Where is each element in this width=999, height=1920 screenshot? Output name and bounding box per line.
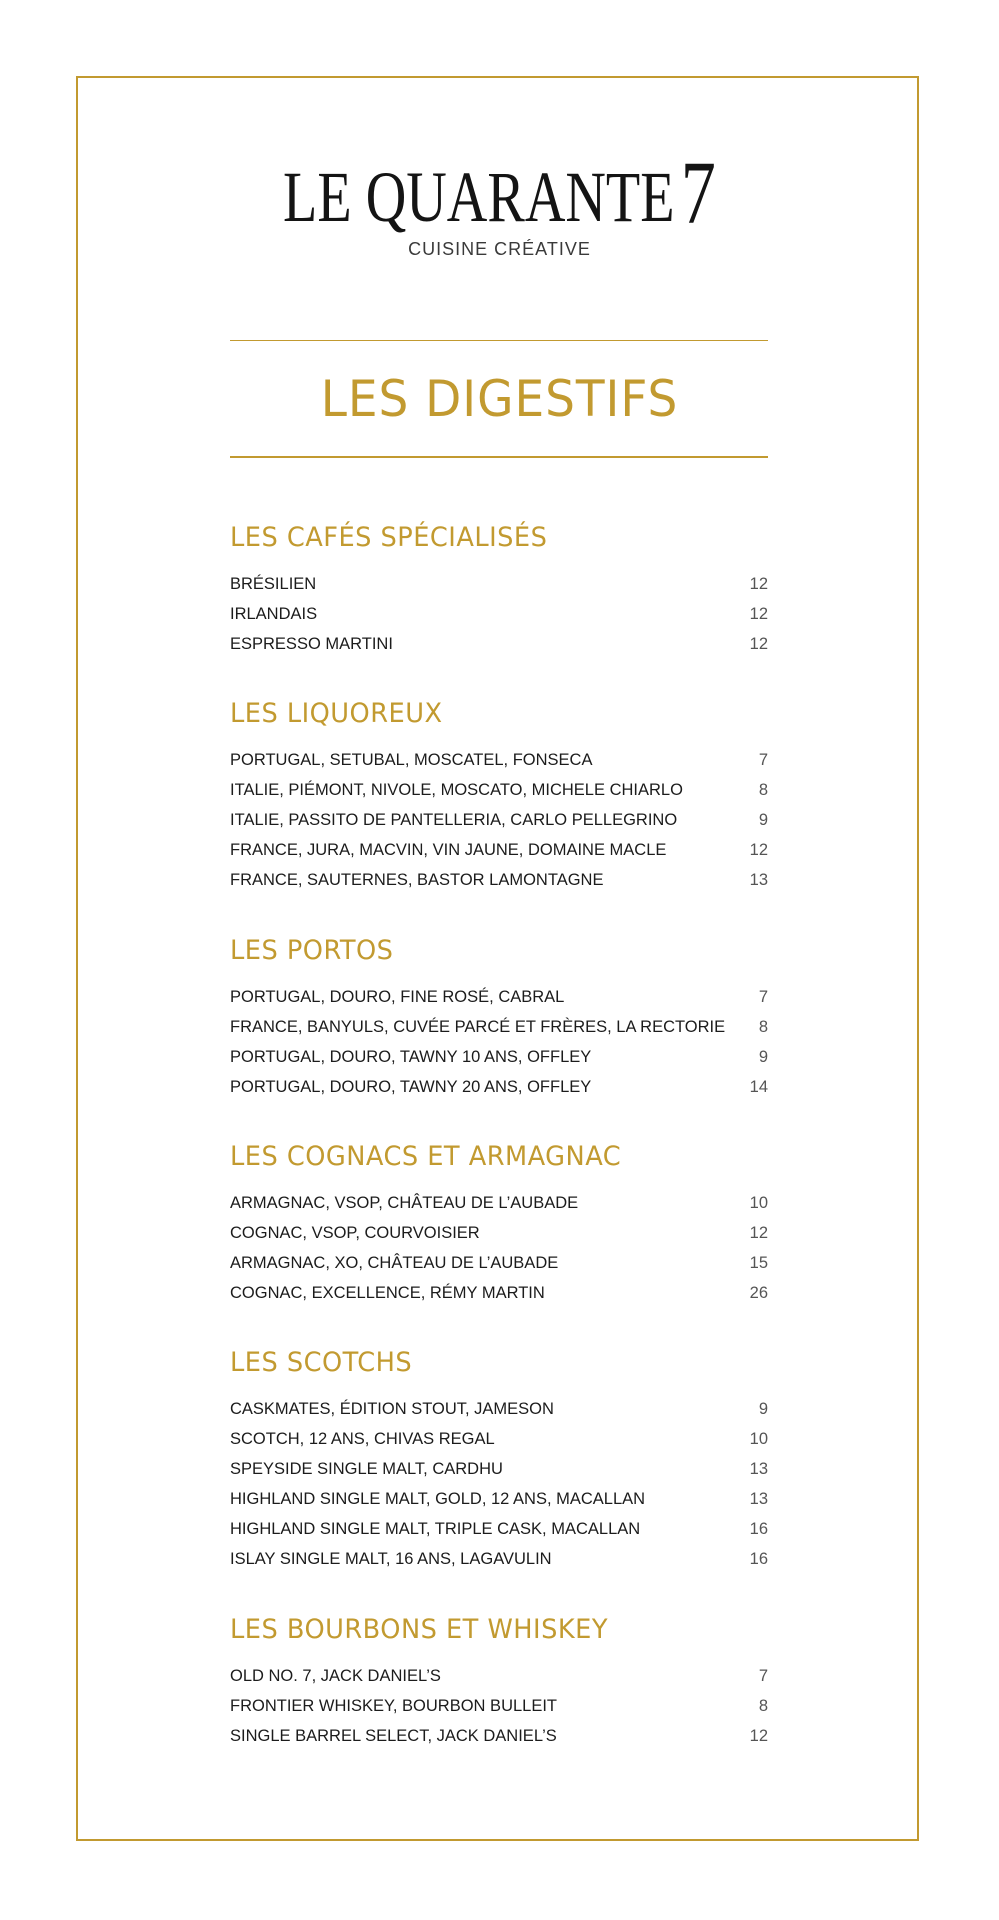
item-price: 12 [749,605,768,623]
menu-item [230,629,768,659]
section-items [230,745,768,895]
item-name: SCOTCH, 12 ANS, CHIVAS REGAL [230,1430,495,1448]
menu-item [230,982,768,1012]
item-price: 8 [758,1018,768,1036]
item-name: PORTUGAL, DOURO, TAWNY 10 ANS, OFFLEY [230,1048,592,1066]
item-price: 10 [749,1194,768,1212]
item-price: 9 [758,1048,768,1066]
section-title: LES CAFÉS SPÉCIALISÉS [230,522,548,553]
section-title: LES BOURBONS ET WHISKEY [230,1614,608,1645]
menu-item [230,745,768,775]
item-name: COGNAC, EXCELLENCE, RÉMY MARTIN [230,1284,545,1302]
menu-item [230,1661,768,1691]
item-price: 9 [758,1400,768,1418]
menu-item [230,835,768,865]
item-name: PORTUGAL, DOURO, FINE ROSÉ, CABRAL [230,988,565,1006]
item-name: FRANCE, BANYULS, CUVÉE PARCÉ ET FRÈRES, LA RECTORIE [230,1018,726,1036]
logo-tagline: CUISINE CRÉATIVE [408,239,591,259]
menu-item [230,1278,768,1308]
item-name: FRANCE, JURA, MACVIN, VIN JAUNE, DOMAINE MACLE [230,841,667,859]
section-title: LES PORTOS [230,935,394,966]
menu-item [230,1691,768,1721]
menu-item [230,569,768,599]
item-price: 16 [749,1520,768,1538]
item-name: FRANCE, SAUTERNES, BASTOR LAMONTAGNE [230,871,604,889]
item-price: 13 [749,1490,768,1508]
item-price: 16 [749,1550,768,1568]
item-name: PORTUGAL, SETUBAL, MOSCATEL, FONSECA [230,751,593,769]
menu-section-liquoreux [230,697,768,895]
item-price: 8 [758,781,768,799]
section-items [230,1188,768,1308]
section-items [230,1661,768,1751]
item-name: IRLANDAIS [230,605,318,623]
item-price: 12 [749,575,768,593]
item-price: 12 [749,841,768,859]
menu-item [230,1218,768,1248]
menu-section-bourbons [230,1613,768,1751]
menu-item [230,1012,768,1042]
item-price: 26 [749,1284,768,1302]
item-name: FRONTIER WHISKEY, BOURBON BULLEIT [230,1697,558,1715]
restaurant-logo [0,144,999,260]
item-price: 14 [749,1078,768,1096]
menu-item [230,1072,768,1102]
item-name: ESPRESSO MARTINI [230,635,393,653]
item-name: SINGLE BARREL SELECT, JACK DANIEL’S [230,1727,557,1745]
menu-item [230,865,768,895]
menu-item [230,1424,768,1454]
menu-item [230,1484,768,1514]
item-name: ARMAGNAC, VSOP, CHÂTEAU DE L’AUBADE [230,1194,579,1212]
section-title: LES COGNACS ET ARMAGNAC [230,1141,622,1172]
menu-item [230,1514,768,1544]
item-name: ISLAY SINGLE MALT, 16 ANS, LAGAVULIN [230,1550,552,1568]
menu-section-cognacs [230,1140,768,1308]
item-price: 7 [758,988,768,1006]
menu-section-cafes [230,521,768,659]
item-price: 15 [749,1254,768,1272]
item-price: 12 [749,635,768,653]
section-items [230,1394,768,1574]
menu-item [230,1454,768,1484]
item-name: COGNAC, VSOP, COURVOISIER [230,1224,480,1242]
item-price: 9 [758,811,768,829]
menu-item [230,1721,768,1751]
title-divider-bottom [230,456,768,458]
title-divider-top [230,340,768,341]
menu-item [230,775,768,805]
section-title: LES LIQUOREUX [230,698,443,729]
item-name: SPEYSIDE SINGLE MALT, CARDHU [230,1460,503,1478]
menu-item [230,1042,768,1072]
menu-item [230,599,768,629]
item-price: 13 [749,1460,768,1478]
menu-section-portos [230,934,768,1102]
menu-item [230,805,768,835]
item-price: 12 [749,1727,768,1745]
item-name: ITALIE, PASSITO DE PANTELLERIA, CARLO PELLEGRINO [230,811,678,829]
menu-item [230,1188,768,1218]
item-name: CASKMATES, ÉDITION STOUT, JAMESON [230,1400,554,1418]
page-title: LES DIGESTIFS [320,370,679,428]
item-name: BRÉSILIEN [230,575,317,593]
section-items [230,569,768,659]
logo-wordmark [283,144,716,243]
item-price: 7 [758,1667,768,1685]
menu-item [230,1248,768,1278]
logo-number: 7 [680,144,716,243]
section-title: LES SCOTCHS [230,1347,413,1378]
item-name: HIGHLAND SINGLE MALT, TRIPLE CASK, MACALLAN [230,1520,641,1538]
item-price: 7 [758,751,768,769]
menu-item [230,1394,768,1424]
item-price: 8 [758,1697,768,1715]
item-name: ITALIE, PIÉMONT, NIVOLE, MOSCATO, MICHELE CHIARLO [230,781,683,799]
item-name: HIGHLAND SINGLE MALT, GOLD, 12 ANS, MACALLAN [230,1490,646,1508]
logo-name: LE QUARANTE [283,157,675,237]
menu-item [230,1544,768,1574]
item-price: 12 [749,1224,768,1242]
menu-section-scotchs [230,1346,768,1574]
item-price: 10 [749,1430,768,1448]
item-name: ARMAGNAC, XO, CHÂTEAU DE L’AUBADE [230,1254,559,1272]
item-name: PORTUGAL, DOURO, TAWNY 20 ANS, OFFLEY [230,1078,592,1096]
item-price: 13 [749,871,768,889]
item-name: OLD NO. 7, JACK DANIEL’S [230,1667,441,1685]
section-items [230,982,768,1102]
